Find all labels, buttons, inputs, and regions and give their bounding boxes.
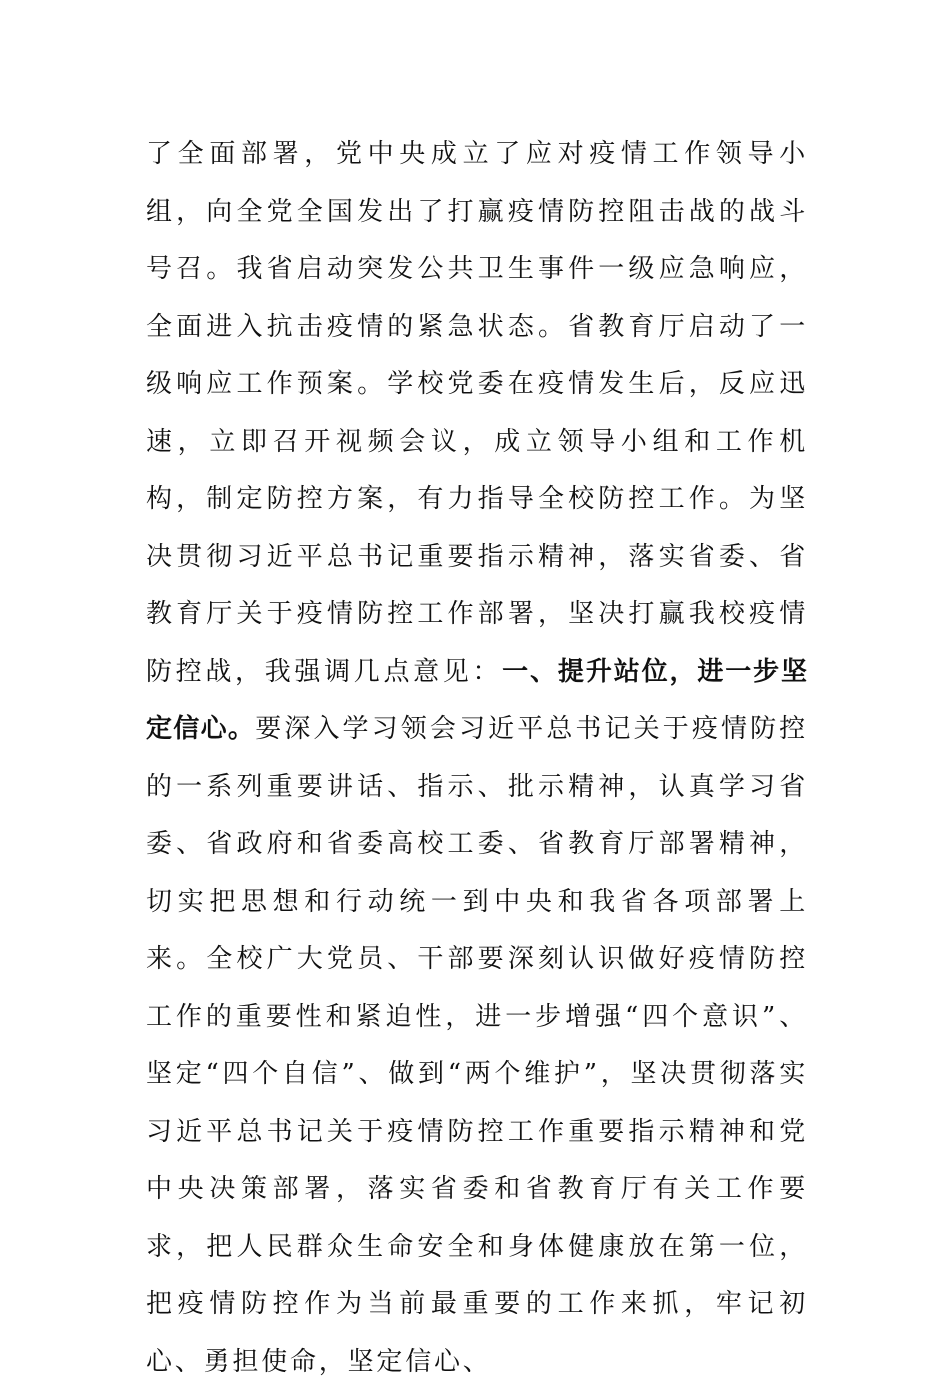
paragraph-text-section-1: 要深入学习领会习近平总书记关于疫情防控的一系列重要讲话、指示、批示精神，认真学习省委、省政府和省委高校工委、省教育厅部署精神，切实把思想和行动统一到中央和我省各项部署上来。全校广大党员、干部要深刻认识做好疫情防控工作的重要性和紧迫性，进一步增强“四个意识”、坚定“四个自信”、做到“两个维护”，坚决贯彻落实习近平总书记关于疫情防控工作重要指示精神和党中央决策部署，落实省委和省教育厅有关工作要求，把人民群众生命安全和身体健康放在第一位，把疫情防控作为当前最重要的工作来抓，牢记初心、勇担使命，坚定信心、 <box>146 714 808 1377</box>
paragraph-text-opening: 了全面部署，党中央成立了应对疫情工作领导小组，向全党全国发出了打赢疫情防控阻击战的战斗号召。我省启动突发公共卫生事件一级应急响应，全面进入抗击疫情的紧急状态。省教育厅启动了一级响应工作预案。学校党委在疫情发生后，反应迅速，立即召开视频会议，成立领导小组和工作机构，制定防控方案，有力指导全校防控工作。为坚决贯彻习近平总书记重要指示精神，落实省委、省教育厅关于疫情防控工作部署，坚决打赢我校疫情防控战，我强调几点意见： <box>146 139 808 687</box>
body-paragraph <box>146 126 808 1391</box>
section-heading-1: 一、提升站位，进一步坚定信心。 <box>146 656 808 744</box>
